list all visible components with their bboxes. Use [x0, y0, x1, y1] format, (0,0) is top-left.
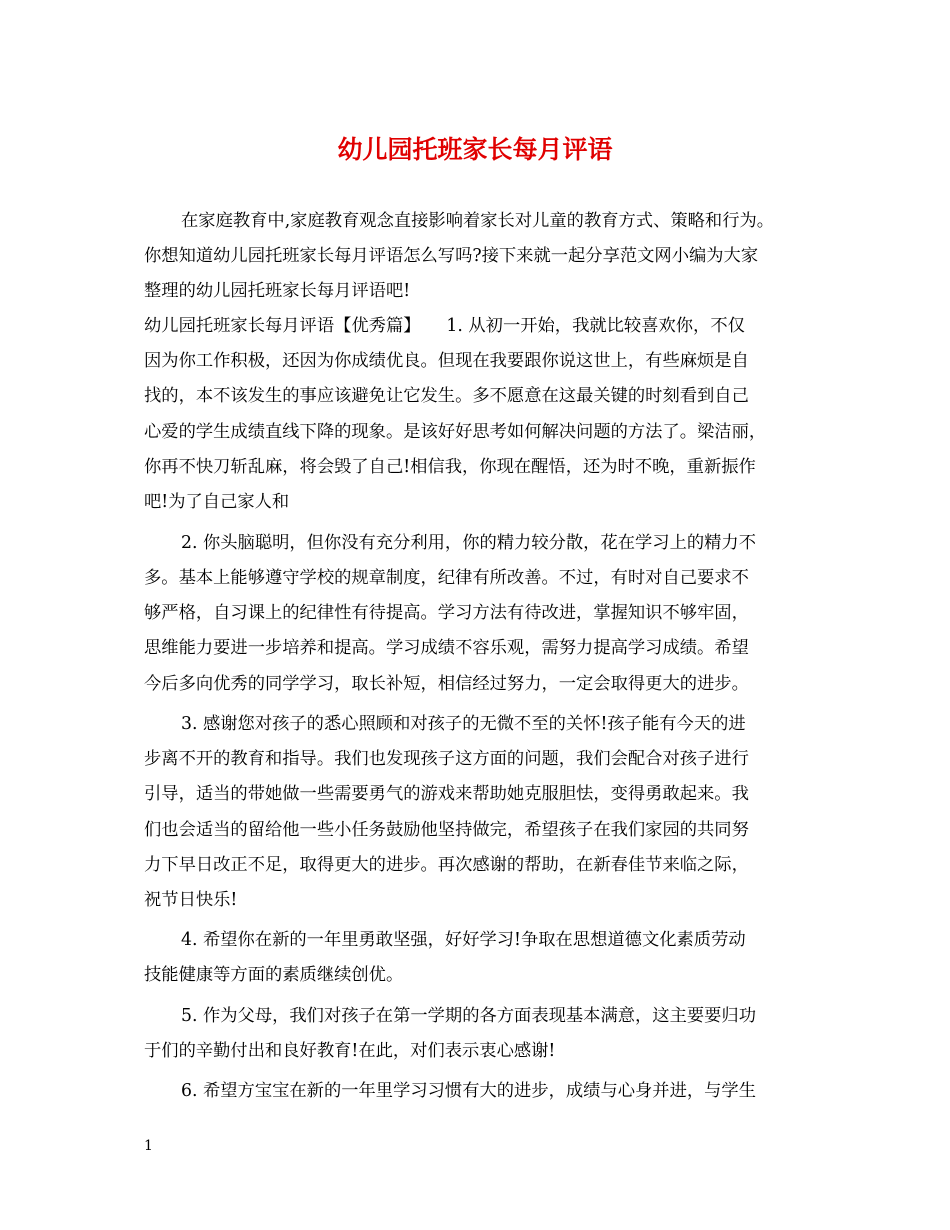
body-line: 心爱的学生成绩直线下降的现象。是该好好思考如何解决问题的方法了。梁洁丽， — [144, 422, 767, 442]
body-line: 引导，适当的带她做一些需要勇气的游戏来帮助她克服胆怯，变得勇敢起来。我 — [144, 784, 749, 804]
body-line: 力下早日改正不足，取得更大的进步。再次感谢的帮助，在新春佳节来临之际， — [144, 855, 749, 875]
body-line: 3. 感谢您对孩子的悉心照顾和对孩子的无微不至的关怀!孩子能有今天的进 — [181, 714, 746, 734]
body-line: 吧!为了自己家人和 — [144, 492, 290, 512]
body-line: 步离不开的教育和指导。我们也发现孩子这方面的问题，我们会配合对孩子进行 — [144, 749, 749, 769]
body-line: 幼儿园托班家长每月评语【优秀篇】 1. 从初一开始，我就比较喜欢你，不仅 — [144, 316, 745, 336]
body-line: 技能健康等方面的素质继续创优。 — [144, 965, 404, 985]
body-line: 够严格，自习课上的纪律性有待提高。学习方法有待改进，掌握知识不够牢固， — [144, 603, 749, 623]
body-line: 整理的幼儿园托班家长每月评语吧! — [144, 281, 411, 301]
body-line: 你再不快刀斩乱麻，将会毁了自己!相信我，你现在醒悟，还为时不晚，重新振作 — [144, 457, 756, 477]
body-line: 找的，本不该发生的事应该避免让它发生。多不愿意在这最关键的时刻看到自己 — [144, 386, 749, 406]
body-line: 5. 作为父母，我们对孩子在第一学期的各方面表现基本满意，这主要要归功 — [181, 1006, 756, 1026]
body-line: 于们的辛勤付出和良好教育!在此，对们表示衷心感谢! — [144, 1041, 556, 1061]
body-line: 们也会适当的留给他一些小任务鼓励他坚持做完，希望孩子在我们家园的共同努 — [144, 820, 749, 840]
document-title: 幼儿园托班家长每月评语 — [337, 135, 613, 164]
body-line: 在家庭教育中,家庭教育观念直接影响着家长对儿童的教育方式、策略和行为。 — [181, 211, 775, 231]
page-number: 1 — [144, 1138, 153, 1154]
body-line: 6. 希望方宝宝在新的一年里学习习惯有大的进步，成绩与心身并进，与学生 — [181, 1081, 756, 1101]
body-line: 因为你工作积极，还因为你成绩优良。但现在我要跟你说这世上，有些麻烦是自 — [144, 351, 749, 371]
body-line: 今后多向优秀的同学学习，取长补短，相信经过努力，一定会取得更大的进步。 — [144, 674, 749, 694]
body-line: 4. 希望你在新的一年里勇敢坚强，好好学习!争取在思想道德文化素质劳动 — [181, 930, 746, 950]
body-line: 多。基本上能够遵守学校的规章制度，纪律有所改善。不过，有时对自己要求不 — [144, 568, 749, 588]
body-line: 思维能力要进一步培养和提高。学习成绩不容乐观，需努力提高学习成绩。希望 — [144, 638, 749, 658]
body-line: 2. 你头脑聪明，但你没有充分利用，你的精力较分散，花在学习上的精力不 — [181, 533, 756, 553]
body-line: 祝节日快乐! — [144, 890, 238, 910]
body-line: 你想知道幼儿园托班家长每月评语怎么写吗?接下来就一起分享范文网小编为大家 — [144, 246, 759, 266]
